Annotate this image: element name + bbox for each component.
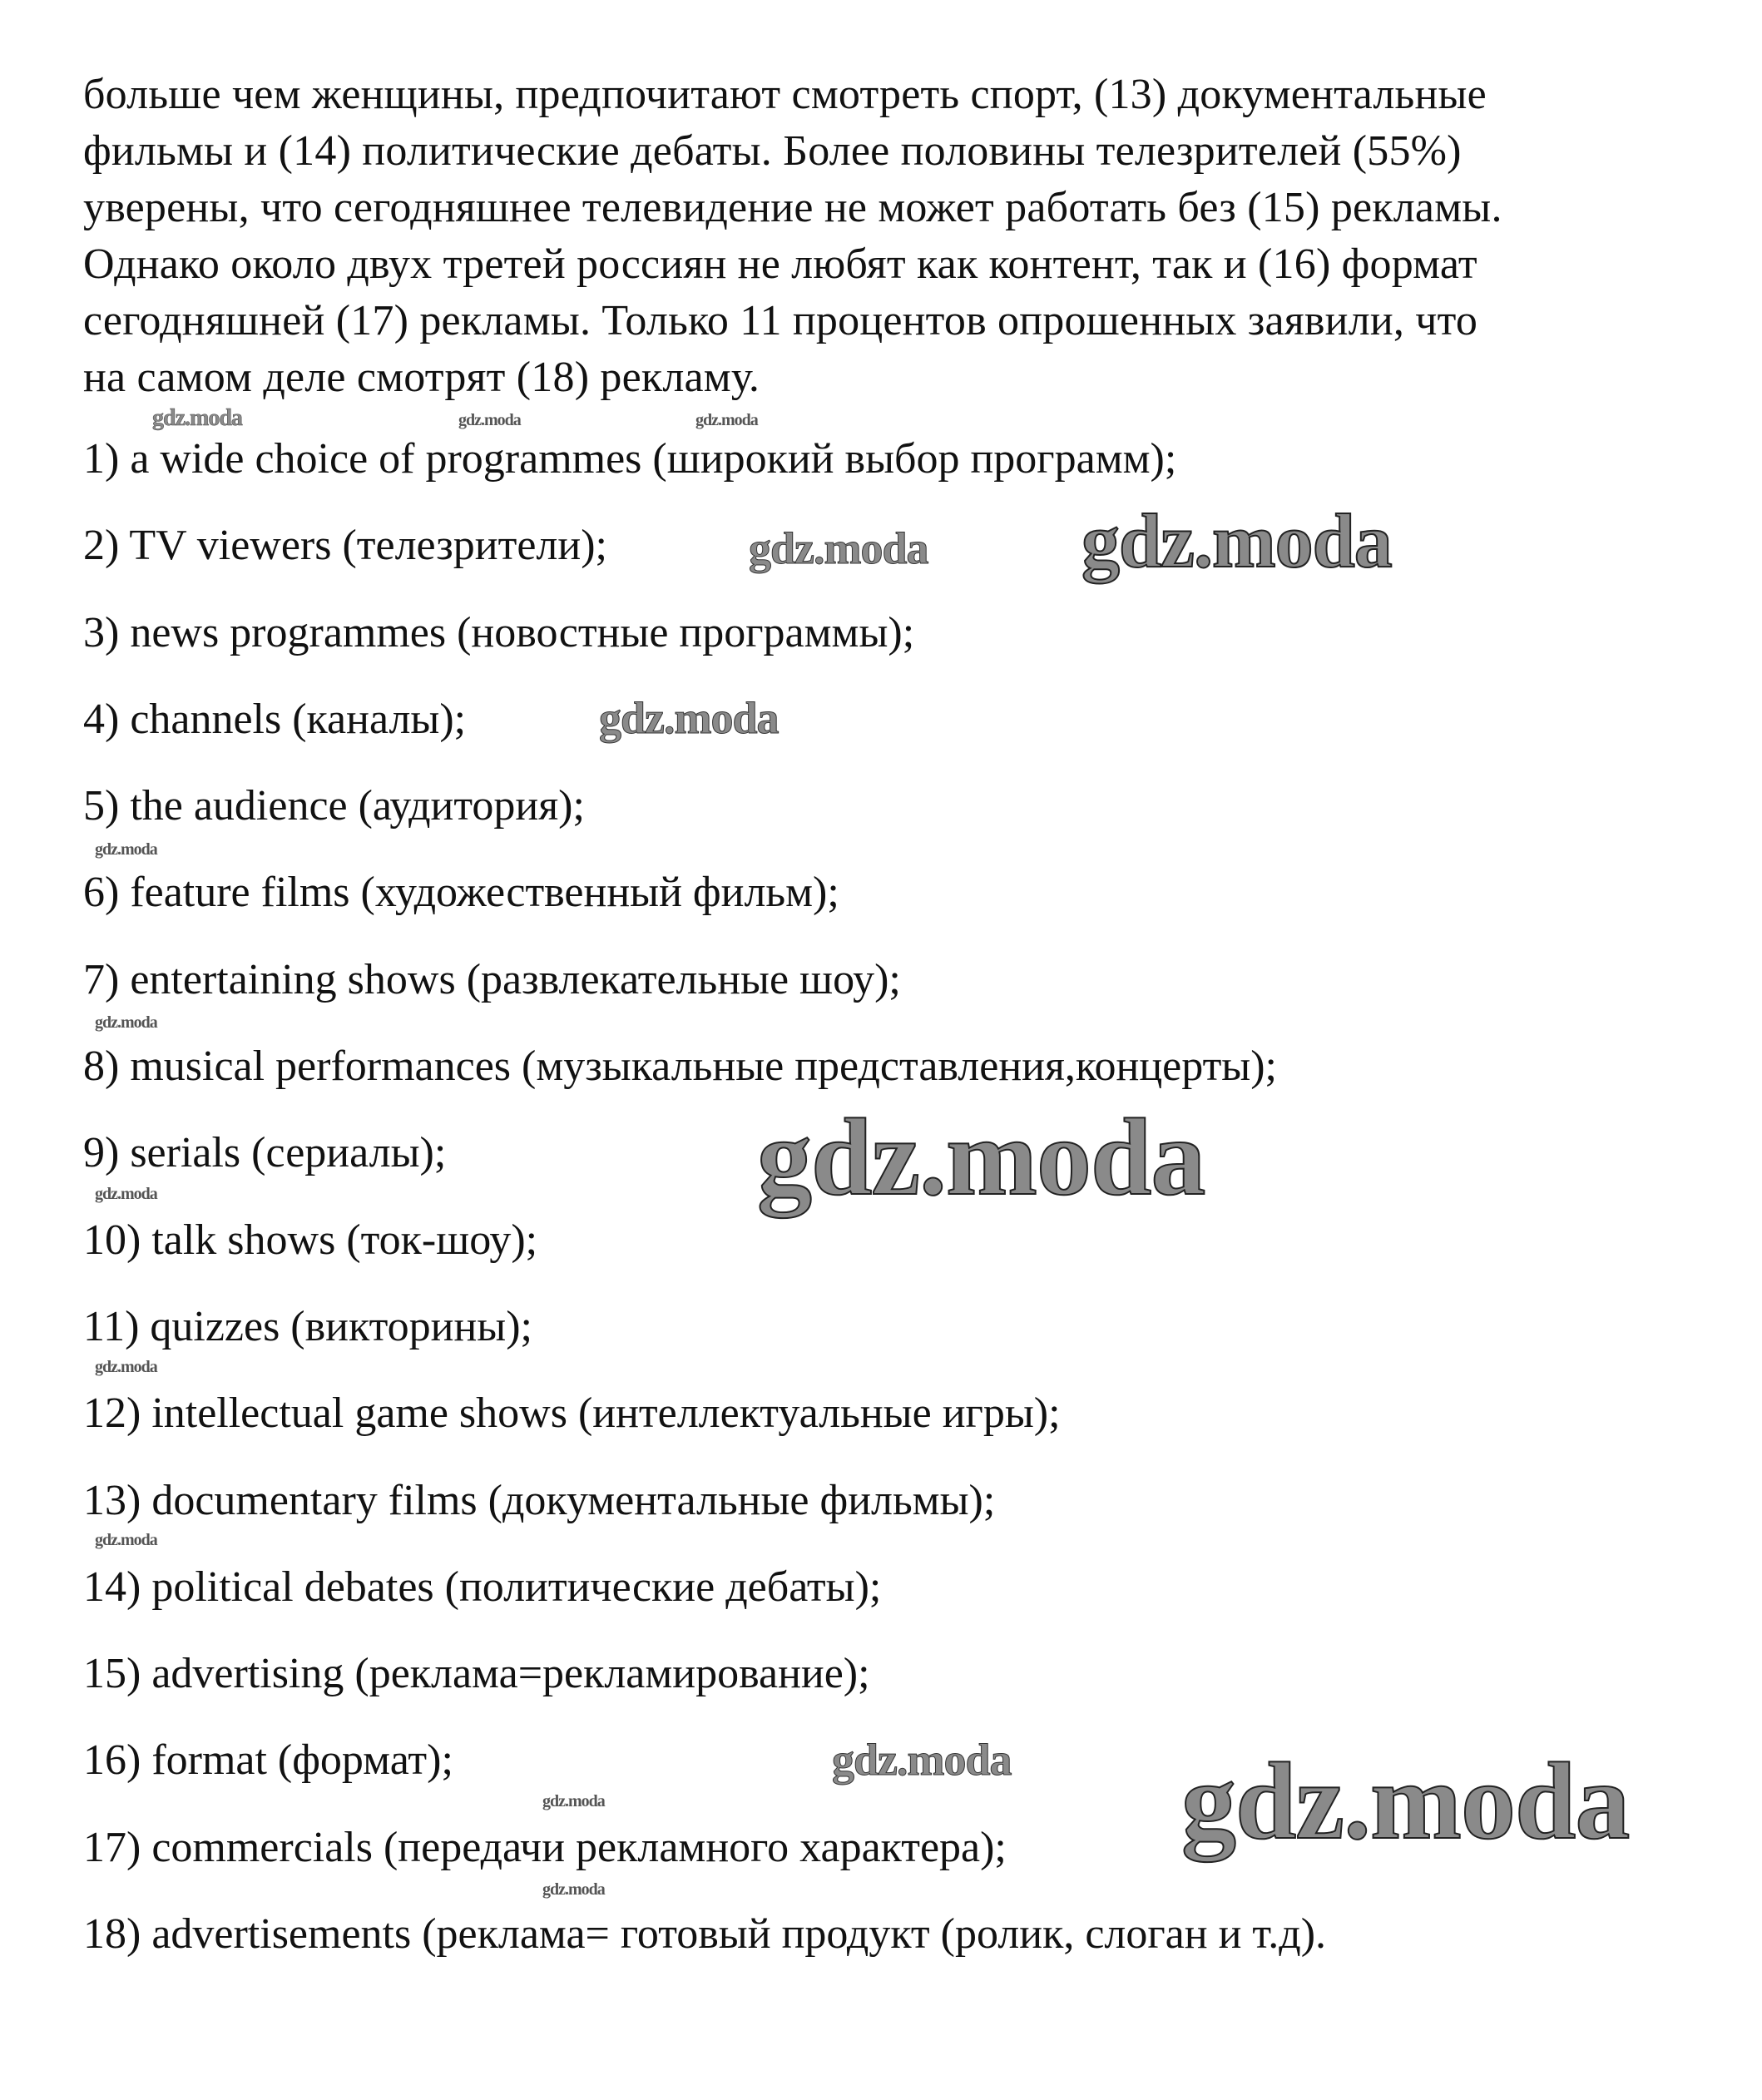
answer-item: 3) news programmes (новостные программы); xyxy=(83,608,915,656)
watermark: gdz.moda xyxy=(95,1013,157,1032)
watermark: gdz.moda xyxy=(749,523,928,573)
answer-item: 16) format (формат); xyxy=(83,1736,453,1785)
answer-item: 17) commercials (передачи рекламного характера); xyxy=(83,1823,1007,1871)
watermark: gdz.moda xyxy=(599,693,779,743)
paragraph-line: больше чем женщины, предпочитают смотреть спорт, (13) документальные xyxy=(83,71,1487,118)
answer-item: 2) TV viewers (телезрители); xyxy=(83,522,607,570)
answer-item: 18) advertisements (реклама= готовый продукт (ролик, слоган и т.д). xyxy=(83,1910,1327,1959)
watermark: gdz.moda xyxy=(458,411,521,429)
answer-item: 6) feature films (художественный фильм); xyxy=(83,869,839,917)
watermark: gdz.moda xyxy=(757,1096,1205,1218)
answer-item: 13) documentary films (документальные фильмы); xyxy=(83,1476,996,1524)
answer-item: 14) political debates (политические дебаты); xyxy=(83,1563,882,1611)
paragraph-line: сегодняшней (17) рекламы. Только 11 процентов опрошенных заявили, что xyxy=(83,297,1478,344)
watermark: gdz.moda xyxy=(542,1880,605,1899)
watermark: gdz.moda xyxy=(95,1531,157,1549)
watermark: gdz.moda xyxy=(95,1185,157,1203)
paragraph-line: уверены, что сегодняшнее телевидение не может работать без (15) рекламы. xyxy=(83,184,1502,231)
intro-paragraph xyxy=(83,67,1502,406)
watermark: gdz.moda xyxy=(695,411,758,429)
watermark: gdz.moda xyxy=(152,405,242,431)
paragraph-line: Однако около двух третей россиян не любят как контент, так и (16) формат xyxy=(83,240,1477,288)
paragraph-line: на самом деле смотрят (18) рекламу. xyxy=(83,354,760,401)
answer-item: 7) entertaining shows (развлекательные шоу); xyxy=(83,955,901,1003)
answer-item: 12) intellectual game shows (интеллектуальные игры); xyxy=(83,1389,1061,1438)
watermark: gdz.moda xyxy=(832,1735,1012,1785)
answer-item: 11) quizzes (викторины); xyxy=(83,1302,532,1350)
answer-item: 10) talk shows (ток-шоу); xyxy=(83,1216,538,1264)
watermark: gdz.moda xyxy=(95,1358,157,1376)
watermark: gdz.moda xyxy=(1181,1740,1630,1862)
answer-item: 15) advertising (реклама=рекламирование); xyxy=(83,1650,870,1698)
answer-item: 9) serials (сериалы); xyxy=(83,1129,447,1177)
answer-item: 8) musical performances (музыкальные представления,концерты); xyxy=(83,1043,1278,1091)
answer-item: 1) a wide choice of programmes (широкий выбор программ); xyxy=(83,435,1177,483)
answer-item: 4) channels (каналы); xyxy=(83,695,467,743)
answer-item: 5) the audience (аудитория); xyxy=(83,782,585,830)
watermark: gdz.moda xyxy=(542,1792,605,1810)
paragraph-line: фильмы и (14) политические дебаты. Более половины телезрителей (55%) xyxy=(83,127,1462,175)
watermark: gdz.moda xyxy=(95,840,157,859)
watermark: gdz.moda xyxy=(1081,498,1392,583)
